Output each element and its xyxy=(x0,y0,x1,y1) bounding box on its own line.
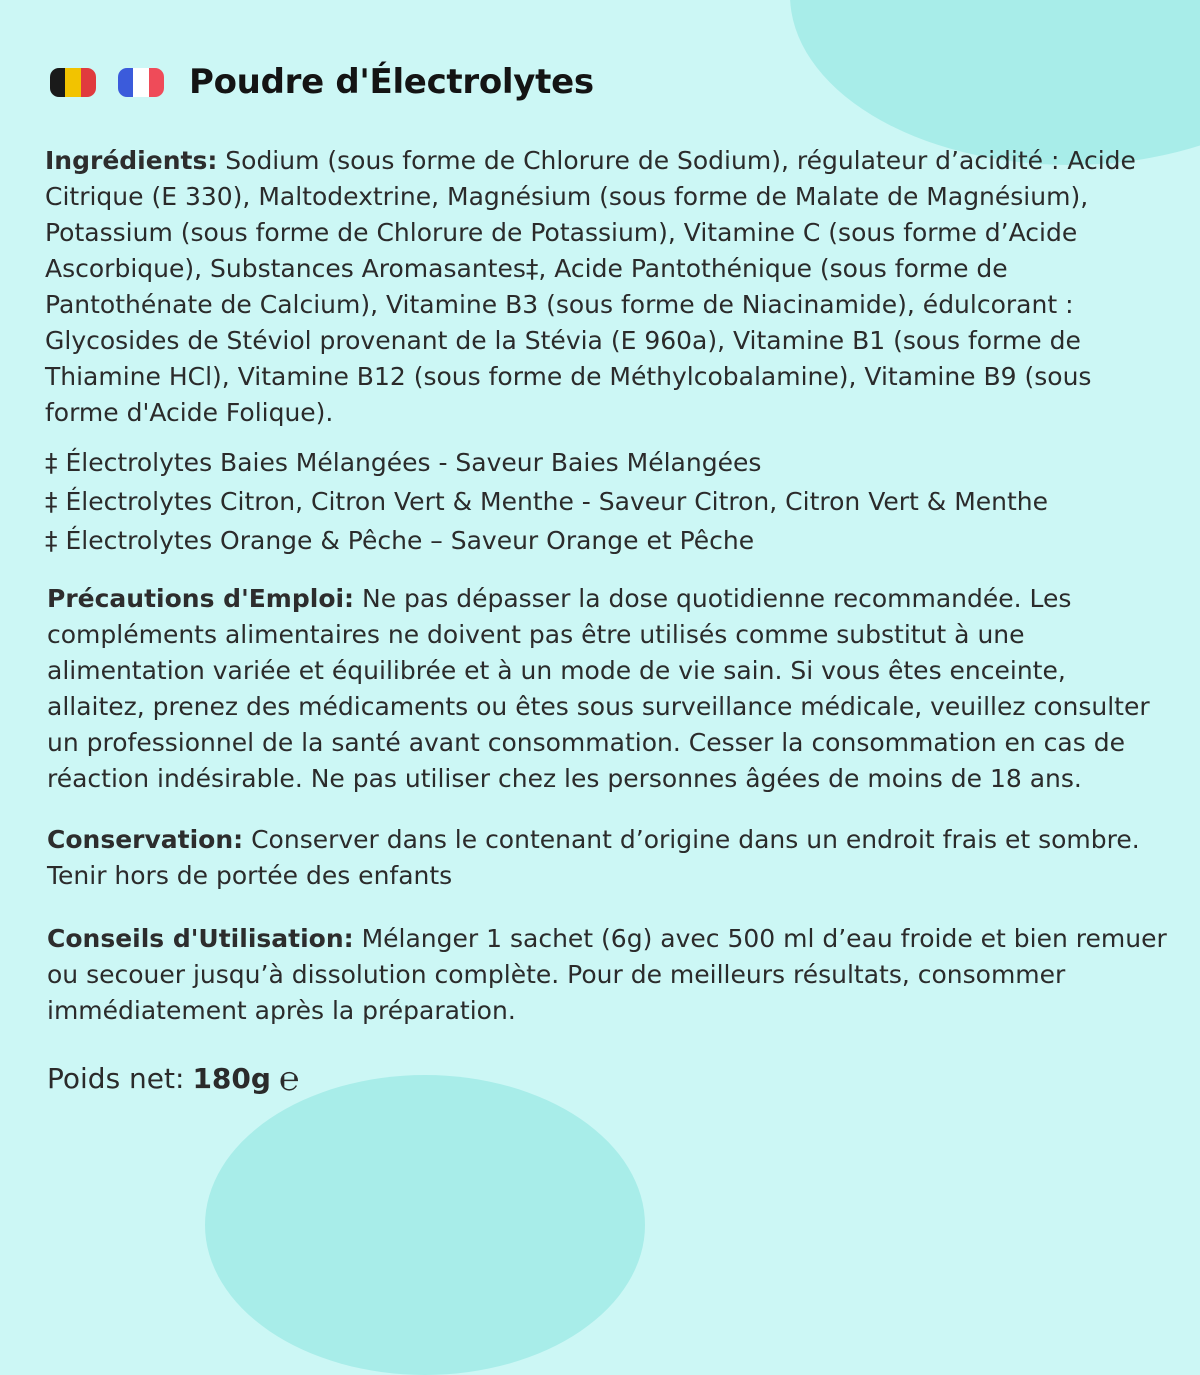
flavour-note: ‡ Électrolytes Orange & Pêche – Saveur Orange et Pêche xyxy=(45,526,755,555)
page-title: Poudre d'Électrolytes xyxy=(189,62,594,102)
net-weight xyxy=(45,1059,1170,1099)
ingredients-section xyxy=(45,143,1170,431)
page-header xyxy=(50,56,594,108)
usage-advice-text: Mélanger 1 sachet (6g) avec 500 ml d’eau froide et bien remuer ou secouer jusqu’à dissolution complète. Pour de meilleurs résultats, consommer immédiatement après la préparation. xyxy=(47,924,1167,1025)
precautions-text: Ne pas dépasser la dose quotidienne recommandée. Les compléments alimentaires ne doivent pas être utilisés comme substitut à une alimentation variée et équilibrée et à un mode de vie sain. Si vous êtes enceinte, allaitez, prenez des médicaments ou êtes sous surveillance médicale, veuillez consulter un professionnel de la santé avant consommation. Cesser la consommation en cas de réaction indésirable. Ne pas utiliser chez les personnes âgées de moins de 18 ans. xyxy=(47,584,1150,793)
flag-stripe xyxy=(65,68,80,97)
precautions-label: Précautions d'Emploi: xyxy=(47,584,355,613)
belgium-flag-icon xyxy=(50,68,96,97)
conservation-text: Conserver dans le contenant d’origine dans un endroit frais et sombre. Tenir hors de portée des enfants xyxy=(47,825,1140,890)
estimated-sign-icon: ℮ xyxy=(278,1059,300,1099)
precautions-section xyxy=(45,581,1170,797)
usage-advice-section xyxy=(45,921,1170,1029)
conservation-section xyxy=(45,822,1170,894)
usage-advice-label: Conseils d'Utilisation: xyxy=(47,924,354,953)
decorative-blob-bottom xyxy=(205,1075,645,1375)
flag-stripe xyxy=(81,68,96,97)
conservation-label: Conservation: xyxy=(47,825,244,854)
flag-stripe xyxy=(50,68,65,97)
net-weight-label: Poids net: xyxy=(47,1062,185,1095)
label-content xyxy=(45,143,1170,1099)
flag-stripe xyxy=(149,68,164,97)
flavour-note: ‡ Électrolytes Baies Mélangées - Saveur Baies Mélangées xyxy=(45,448,762,477)
flag-stripe xyxy=(118,68,133,97)
flavour-note: ‡ Électrolytes Citron, Citron Vert & Menthe - Saveur Citron, Citron Vert & Menthe xyxy=(45,487,1049,516)
flavour-notes xyxy=(45,443,1170,560)
net-weight-value: 180g xyxy=(192,1062,271,1095)
ingredients-label: Ingrédients: xyxy=(45,146,218,175)
france-flag-icon xyxy=(118,68,164,97)
ingredients-text: Sodium (sous forme de Chlorure de Sodium), régulateur d’acidité : Acide Citrique (E 330), Maltodextrine, Magnésium (sous forme de Malate de Magnésium), Potassium (sous forme de Chlorure de Potassium), Vitamine C (sous forme d’Acide Ascorbique), Substances Aromasantes‡, Acide Pantothénique (sous forme de Pantothénate de Calcium), Vitamine B3 (sous forme de Niacinamide), édulcorant : Glycosides de Stéviol provenant de la Stévia (E 960a), Vitamine B1 (sous forme de Thiamine HCl), Vitamine B12 (sous forme de Méthylcobalamine), Vitamine B9 (sous forme d'Acide Folique). xyxy=(45,146,1136,427)
flag-stripe xyxy=(133,68,148,97)
decorative-blob-top xyxy=(790,0,1200,165)
